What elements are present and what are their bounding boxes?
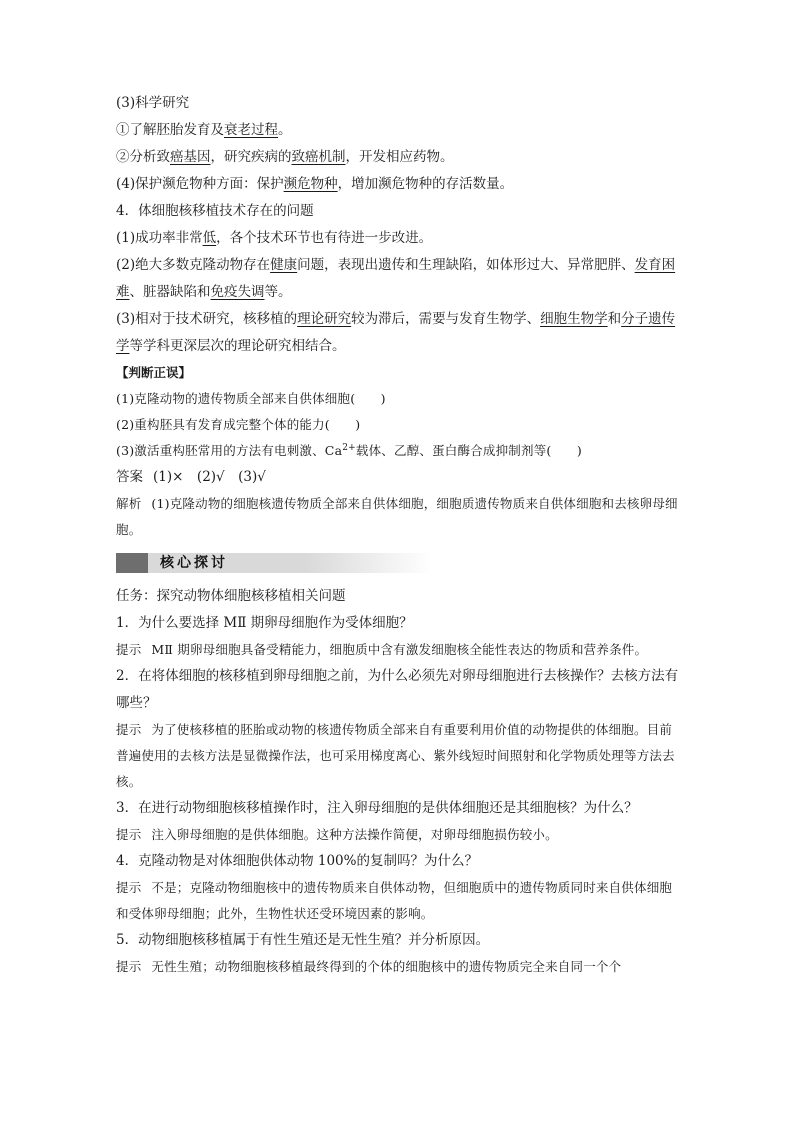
banner-marker [116,553,148,573]
hint-label: 提示 [116,827,142,842]
text: (3)激活重构胚常用的方法有电刺激、Ca [116,443,343,458]
document-page [116,90,682,980]
text: ，开发相应药物。 [345,149,454,165]
text: (4)保护濒危物种方面：保护 [116,176,284,192]
underlined-term: 免疫失调 [210,284,265,300]
task-question-5: 5．动物细胞核移植属于有性生殖还是无性生殖？并分析原因。 [116,932,490,948]
judge-answer [116,464,682,491]
research-item-1 [116,117,682,144]
text: ，研究疾病的 [210,149,292,165]
superscript: 2+ [342,442,356,453]
task-hint-2 [116,717,682,795]
judge-question-3 [116,438,682,464]
hint-text: MⅡ 期卵母细胞具备受精能力，细胞质中含有激发细胞核全能性表达的物质和营养条件。 [151,642,648,657]
analysis-label: 解析 [116,496,142,511]
research-item-2 [116,144,682,171]
hint-label: 提示 [116,642,142,657]
problems-heading: 4．体细胞核移植技术存在的问题 [116,203,314,219]
hint-text: 不是；克隆动物细胞核中的遗传物质来自供体动物，但细胞质中的遗传物质同时来自供体细胞和受体卵母细胞；此外，生物性状还受环境因素的影响。 [116,880,673,921]
task-hint-5 [116,954,682,980]
hint-label: 提示 [116,959,142,974]
text: ，增加濒危物种的存活数量。 [337,176,514,192]
analysis-text: (1)克隆动物的细胞核遗传物质全部来自供体细胞，细胞质遗传物质来自供体细胞和去核卵母细胞。 [116,496,678,537]
text: ②分析致 [116,149,170,165]
text: (2)绝大多数克隆动物存在 [116,257,271,273]
judge-analysis [116,491,682,543]
task-question-3: 3．在进行动物细胞核移植操作时，注入卵母细胞的是供体细胞还是其细胞核？为什么？ [116,800,638,816]
task-heading: 任务：探究动物体细胞核移植相关问题 [116,588,346,604]
text: 载体、乙醇、蛋白酶合成抑制剂等( ) [355,443,582,458]
underlined-term: 癌基因 [170,149,211,165]
hint-text: 为了使核移植的胚胎或动物的核遗传物质全部来自有重要利用价值的动物提供的体细胞。目前普遍使用的去核方法是显微操作法，也可采用梯度离心、紫外线短时间照射和化学物质处理等方法去核。 [116,722,675,789]
text: 较为滞后，需要与发育生物学、 [351,311,541,327]
underlined-term: 理论研究 [297,311,352,327]
task-hint-1 [116,637,682,663]
text: 和 [607,311,622,327]
text: 。 [278,122,292,138]
text: ，各个技术环节也有待进一步改进。 [216,230,433,246]
judge-question-1: (1)克隆动物的遗传物质全部来自供体细胞( ) [116,391,386,406]
underlined-term: 濒危物种 [283,176,338,192]
task-hint-3 [116,822,682,848]
banner-title: 核心探讨 [160,555,228,571]
text: 、脏器缺陷和 [129,284,211,300]
hint-text: 注入卵母细胞的是供体细胞。这种方法操作简便，对卵母细胞损伤较小。 [151,827,558,842]
section-heading-research: (3)科学研究 [116,95,190,111]
task-question-4: 4．克隆动物是对体细胞供体动物 100%的复制吗？为什么？ [116,853,478,869]
text: (3)相对于技术研究，核移植的 [116,311,298,327]
underlined-term: 低 [202,230,217,246]
problem-1 [116,225,682,252]
problem-2 [116,252,682,306]
underlined-term: 发育困难 [116,257,676,300]
protect-species-item [116,171,682,198]
task-hint-4 [116,875,682,927]
text: 等。 [264,284,292,300]
text: (1)成功率非常 [116,230,203,246]
text: 问题，表现出遗传和生理缺陷，如体形过大、异常肥胖、 [297,257,635,273]
underlined-term: 健康 [270,257,298,273]
underlined-term: 衰老过程 [224,122,278,138]
hint-label: 提示 [116,880,142,895]
hint-label: 提示 [116,722,142,737]
underlined-term: 致癌机制 [291,149,346,165]
task-question-2: 2．在将体细胞的核移植到卵母细胞之前，为什么必须先对卵母细胞进行去核操作？去核方法有哪些？ [116,668,679,711]
answer-label: 答案 [116,469,143,485]
text: 等学科更深层次的理论研究相结合。 [129,338,346,354]
underlined-term: 分子遗传学 [116,311,676,354]
task-question-1: 1．为什么要选择 MⅡ 期卵母细胞作为受体细胞？ [116,615,413,631]
judge-heading: 【判断正误】 [116,365,192,380]
text: ①了解胚胎发育及 [116,122,224,138]
hint-text: 无性生殖；动物细胞核移植最终得到的个体的细胞核中的遗传物质完全来自同一个个 [151,959,622,974]
section-banner [116,553,432,573]
problem-3 [116,306,682,360]
underlined-term: 细胞生物学 [540,311,608,327]
judge-question-2: (2)重构胚具有发育成完整个体的能力( ) [116,417,361,432]
answer-text: (1)× (2)√ (3)√ [153,469,266,485]
